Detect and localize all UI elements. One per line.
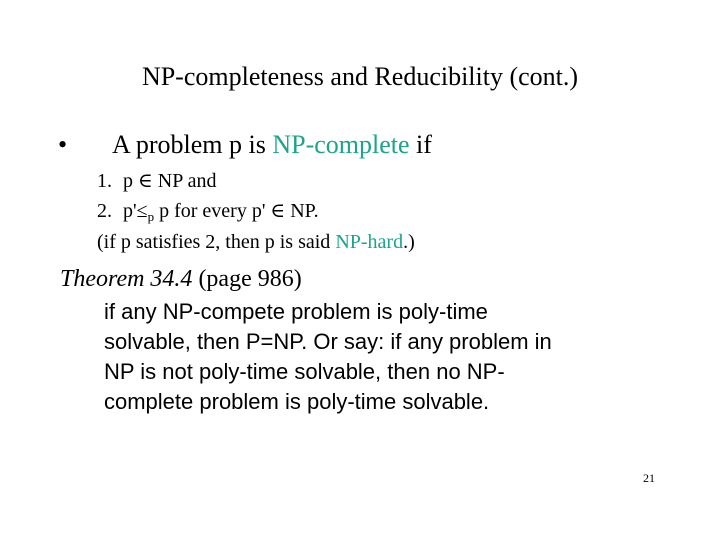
- theorem-line-2: solvable, then P=NP. Or say: if any problem in: [104, 329, 552, 354]
- condition-1-text: p ∈ NP and: [123, 170, 217, 192]
- bullet-item: [58, 128, 432, 162]
- theorem-reference: (page 986): [192, 266, 302, 292]
- condition-1: [97, 167, 217, 195]
- np-hard-term: NP-hard: [335, 231, 404, 253]
- theorem-heading: [60, 264, 302, 294]
- note-before: (if p satisfies 2, then p is said: [97, 231, 336, 253]
- condition-2-before: p'≤: [123, 200, 148, 222]
- condition-1-number: 1.: [97, 170, 112, 192]
- np-complete-term: NP-complete: [272, 130, 410, 159]
- theorem-body: [104, 297, 704, 417]
- slide-title: NP-completeness and Reducibility (cont.): [141, 62, 579, 91]
- page-number: 21: [643, 471, 655, 485]
- condition-2-subscript: p: [147, 209, 155, 224]
- condition-2-number: 2.: [97, 200, 112, 222]
- theorem-name: Theorem 34.4: [60, 266, 193, 292]
- theorem-line-3: NP is not poly-time solvable, then no NP-: [104, 359, 505, 384]
- note-after: .): [403, 231, 415, 253]
- theorem-line-4: complete problem is poly-time solvable.: [104, 389, 490, 414]
- condition-2: [97, 197, 319, 231]
- bullet-prefix: A problem p is: [112, 130, 273, 159]
- bullet-suffix: if: [409, 130, 432, 159]
- condition-2-after: p for every p' ∈ NP.: [154, 200, 319, 222]
- bullet-icon: •: [58, 130, 68, 159]
- theorem-line-1: if any NP-compete problem is poly-time: [104, 299, 488, 324]
- np-hard-note: [97, 228, 415, 256]
